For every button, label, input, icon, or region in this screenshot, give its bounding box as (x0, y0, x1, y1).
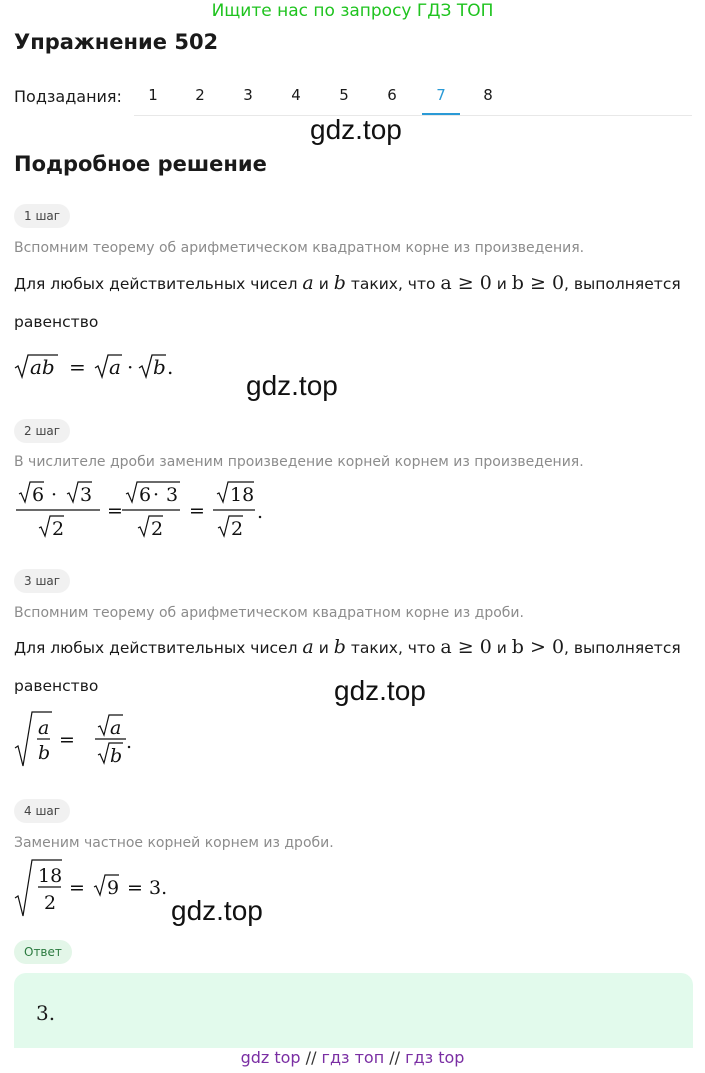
subtask-tabs (134, 78, 692, 116)
watermark: gdz.top (171, 895, 263, 926)
tab-subtask-7[interactable]: 7 (436, 86, 446, 104)
svg-text:a: a (38, 717, 50, 739)
svg-text:6: 6 (139, 484, 152, 506)
subtasks-label: Подзадания: (14, 87, 122, 106)
rule-text: Для любых действительных чисел (14, 639, 298, 657)
step-hint: В числителе дроби заменим произведение корней корнем из произведения. (14, 454, 584, 470)
svg-text:b: b (38, 742, 51, 764)
theorem-statement (14, 272, 681, 294)
math-variable: b (333, 272, 346, 294)
rule-text: и (318, 639, 329, 657)
tab-subtask-1[interactable]: 1 (148, 86, 158, 104)
svg-text:·: · (127, 355, 134, 379)
math-condition: b ≥ 0 (511, 272, 565, 294)
svg-text:=: = (69, 877, 85, 899)
rule-text: и (496, 275, 507, 293)
tab-subtask-5[interactable]: 5 (339, 86, 349, 104)
active-tab-indicator (422, 113, 460, 115)
svg-text:18: 18 (230, 484, 255, 506)
svg-text:·: · (153, 484, 160, 506)
formula-final-computation (14, 856, 174, 924)
svg-text:2: 2 (52, 518, 65, 540)
rule-text: таких, что (350, 639, 436, 657)
step-badge: 2 шаг (14, 419, 70, 443)
math-variable: a (302, 272, 314, 294)
rule-text: равенство (14, 677, 99, 695)
watermark: gdz.top (246, 370, 338, 401)
formula-quotient-root (14, 708, 134, 774)
footer-separator: // (305, 1048, 317, 1067)
svg-text:2: 2 (231, 518, 244, 540)
svg-text:=: = (69, 355, 86, 379)
footer-link[interactable]: gdz top (240, 1048, 301, 1067)
watermark: gdz.top (334, 675, 426, 706)
watermark: gdz.top (310, 114, 402, 145)
svg-text:=: = (189, 500, 205, 522)
tab-subtask-6[interactable]: 6 (387, 86, 397, 104)
svg-text:=: = (59, 729, 75, 751)
math-variable: a (302, 636, 314, 658)
page-title: Упражнение 502 (14, 30, 219, 54)
svg-text:3: 3 (166, 484, 179, 506)
tab-subtask-2[interactable]: 2 (195, 86, 205, 104)
svg-text:=: = (107, 500, 123, 522)
answer-value: 3. (36, 1001, 56, 1025)
rule-text: и (318, 275, 329, 293)
step-hint: Вспомним теорему об арифметическом квадратном корне из произведения. (14, 240, 585, 256)
svg-text:·: · (51, 484, 58, 506)
tab-subtask-4[interactable]: 4 (291, 86, 301, 104)
rule-text: Для любых действительных чисел (14, 275, 298, 293)
step-hint: Заменим частное корней корнем из дроби. (14, 835, 334, 851)
rule-text: , выполняется (564, 275, 681, 293)
footer-links (0, 1048, 705, 1067)
rule-text: и (496, 639, 507, 657)
svg-text:9: 9 (107, 877, 120, 899)
tab-subtask-3[interactable]: 3 (243, 86, 253, 104)
step-badge: 1 шаг (14, 204, 70, 228)
theorem-statement (14, 636, 681, 658)
svg-text:2: 2 (151, 518, 164, 540)
formula-product-root (14, 350, 174, 386)
step-badge: 4 шаг (14, 799, 70, 823)
math-condition: b > 0 (511, 636, 565, 658)
formula-step-2 (14, 478, 284, 548)
svg-text:.: . (257, 501, 264, 523)
svg-text:.: . (126, 731, 133, 753)
svg-text:6: 6 (32, 484, 45, 506)
step-badge: 3 шаг (14, 569, 70, 593)
svg-text:b: b (153, 355, 166, 379)
svg-text:=: = (127, 877, 143, 899)
promo-banner: Ищите нас по запросу ГДЗ ТОП (211, 1, 494, 21)
svg-text:3.: 3. (149, 877, 168, 899)
solution-heading: Подробное решение (14, 152, 267, 176)
svg-text:b: b (110, 745, 123, 767)
svg-text:3: 3 (80, 484, 93, 506)
answer-box (14, 973, 693, 1048)
math-variable: b (333, 636, 346, 658)
svg-text:2: 2 (44, 892, 57, 914)
tab-subtask-8[interactable]: 8 (483, 86, 493, 104)
rule-text: таких, что (350, 275, 436, 293)
rule-text: равенство (14, 313, 99, 331)
step-hint: Вспомним теорему об арифметическом квадратном корне из дроби. (14, 605, 524, 621)
math-condition: a ≥ 0 (440, 636, 492, 658)
footer-link[interactable]: гдз топ (321, 1048, 385, 1067)
svg-text:ab: ab (30, 355, 55, 379)
math-condition: a ≥ 0 (440, 272, 492, 294)
answer-badge: Ответ (14, 940, 72, 964)
svg-text:a: a (110, 717, 122, 739)
footer-separator: // (389, 1048, 401, 1067)
svg-text:18: 18 (38, 865, 63, 887)
footer-link[interactable]: гдз top (405, 1048, 465, 1067)
svg-text:.: . (167, 355, 174, 379)
rule-text: , выполняется (564, 639, 681, 657)
svg-text:a: a (109, 355, 121, 379)
